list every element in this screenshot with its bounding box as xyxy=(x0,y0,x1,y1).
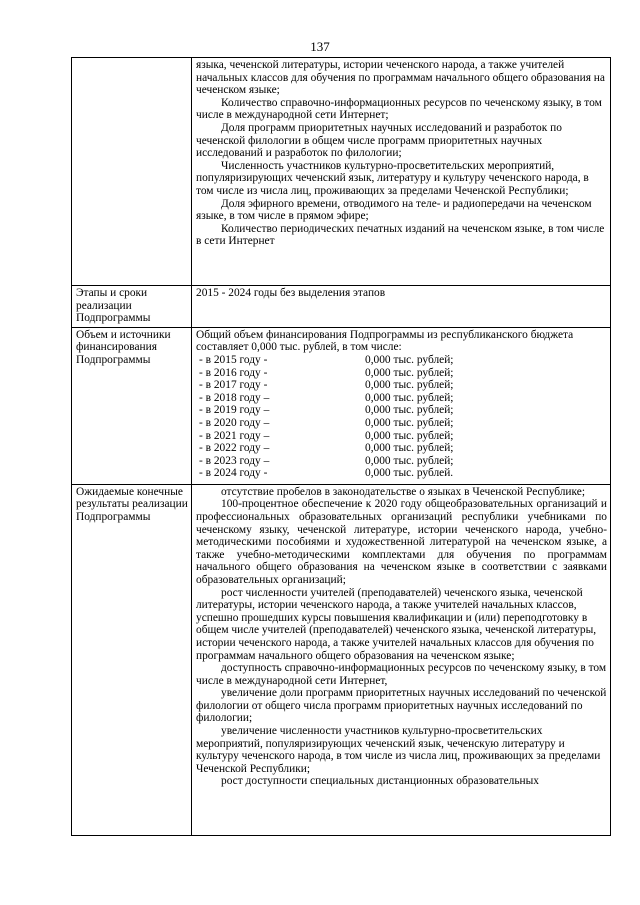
empty-label-cell xyxy=(72,58,192,286)
funding-cell xyxy=(192,327,611,484)
funding-year: - в 2015 году - xyxy=(199,353,268,366)
funding-year: - в 2023 году – xyxy=(199,454,270,467)
paragraph: Количество периодических печатных изданий на чеченском языке, в том числе в сети Интернет xyxy=(196,222,605,248)
results-cell xyxy=(192,484,611,835)
indicators-cell xyxy=(192,58,611,286)
funding-amount: 0,000 тыс. рублей; xyxy=(365,429,454,442)
page-number: 137 xyxy=(310,39,330,54)
funding-amount: 0,000 тыс. рублей. xyxy=(365,467,454,480)
paragraph: рост численности учителей (преподавателей) чеченского языка, чеченской литературы, истории чеченского народа, а также учителей начальных классов, успешно прошедших курсы повышения квалификации и (или) переподготовку в общем числе учителей (преподавателей) чеченского языка, чеченской литературы, истории чеченского народа, а также учителей начальных классов для обучения по программам начального общего образования на чеченском языке; xyxy=(196,586,597,662)
funding-year: - в 2024 году - xyxy=(199,467,268,480)
funding-year: - в 2016 году - xyxy=(199,366,268,379)
funding-year-row xyxy=(199,467,607,480)
funding-year: - в 2021 году – xyxy=(199,429,270,442)
funding-label: Объем и источники финансирования Подпрограммы xyxy=(72,327,192,484)
paragraph: Доля программ приоритетных научных исследований и разработок по чеченской филологии в общем числе программ приоритетных научных исследований и разработок по филологии; xyxy=(196,121,562,160)
paragraph: доступность справочно-информационных ресурсов по чеченскому языку, в том числе в международной сети Интернет, xyxy=(196,662,607,687)
paragraph: Доля эфирного времени, отводимого на теле- и радиопередачи на чеченском языке, в том числе в прямом эфире; xyxy=(196,197,592,223)
funding-amount: 0,000 тыс. рублей; xyxy=(365,353,454,366)
funding-amount: 0,000 тыс. рублей; xyxy=(365,404,454,417)
funding-amount: 0,000 тыс. рублей; xyxy=(365,379,454,392)
table-row-indicators-continuation xyxy=(72,58,611,286)
funding-year-row xyxy=(199,392,607,405)
paragraph: Численность участников культурно-просветительских мероприятий, популяризирующих чеченский язык, литературу и культуру чеченского народа, в том числе из числа лиц, проживающих за пределами Чеченской Республики; xyxy=(196,159,589,197)
funding-amount: 0,000 тыс. рублей; xyxy=(365,442,454,455)
funding-year-row xyxy=(199,367,607,380)
paragraph: Количество справочно-информационных ресурсов по чеченскому языку, в том числе в международной сети Интернет; xyxy=(196,96,602,122)
funding-year: - в 2017 году - xyxy=(199,379,268,392)
funding-year: - в 2020 году – xyxy=(199,416,270,429)
paragraph: увеличение доли программ приоритетных научных исследований по чеченской филологии от общего числа программ приоритетных научных исследований по филологии; xyxy=(196,687,607,725)
paragraph: отсутствие пробелов в законодательстве о языках в Чеченской Республике; xyxy=(221,485,586,498)
paragraph: 100-процентное обеспечение к 2020 году общеобразовательных организаций и профессиональных образовательных организаций республики учебниками по чеченскому языку, чеченской литературе, истории чеченского народа, учебно-методическими пособиями и художественной литературой на чеченском языке, а также учебно-методическими комплектами для обучения по программам начального общего образования на чеченском языке в соответствии с заявками образовательных организаций; xyxy=(196,498,607,586)
funding-year-row xyxy=(199,354,607,367)
paragraph: увеличение численности участников культурно-просветительских мероприятий, популяризирующих чеченский язык, чеченскую литературу и культуру чеченского народа, в том числе из числа лиц, проживающих за пределами Чеченской Республики; xyxy=(196,725,601,775)
funding-year-row xyxy=(199,417,607,430)
funding-year-row xyxy=(199,442,607,455)
funding-intro: Общий объем финансирования Подпрограммы из республиканского бюджета составляет 0,000 тыс. рублей, в том числе: xyxy=(196,328,574,354)
table-row-results xyxy=(72,484,611,835)
funding-year-row xyxy=(199,455,607,468)
funding-amount: 0,000 тыс. рублей; xyxy=(365,391,454,404)
funding-year-row xyxy=(199,404,607,417)
funding-year: - в 2018 году – xyxy=(199,391,270,404)
paragraph: рост доступности специальных дистанционных образовательных xyxy=(221,775,539,788)
funding-amount: 0,000 тыс. рублей; xyxy=(365,366,454,379)
funding-amount: 0,000 тыс. рублей; xyxy=(365,454,454,467)
period-value: 2015 - 2024 годы без выделения этапов xyxy=(192,286,611,328)
subprogram-passport-table xyxy=(71,57,611,836)
funding-year-row xyxy=(199,379,607,392)
period-label: Этапы и сроки реализации Подпрограммы xyxy=(72,286,192,328)
results-label: Ожидаемые конечные результаты реализации Подпрограммы xyxy=(72,484,192,835)
table-row-funding xyxy=(72,327,611,484)
funding-amount: 0,000 тыс. рублей; xyxy=(365,416,454,429)
paragraph: языка, чеченской литературы, истории чеченского народа, а также учителей начальных классов для обучения по программам начального общего образования на чеченском языке; xyxy=(196,59,605,97)
funding-year: - в 2019 году – xyxy=(199,404,270,417)
funding-year: - в 2022 году – xyxy=(199,442,270,455)
table-row-period xyxy=(72,286,611,328)
funding-year-row xyxy=(199,430,607,443)
